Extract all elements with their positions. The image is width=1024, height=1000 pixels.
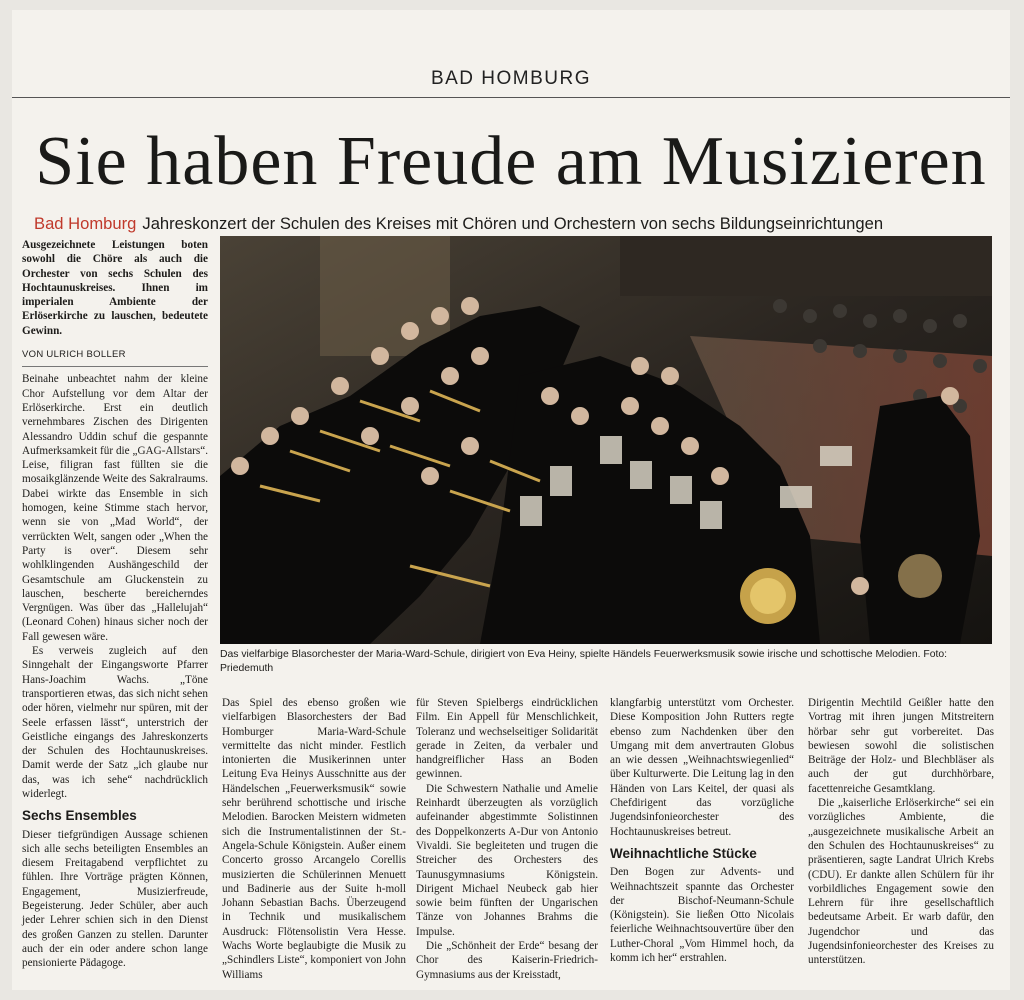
column-5 <box>808 696 994 968</box>
paragraph: klangfarbig unterstützt vom Orchester. Diese Komposition John Rutters regte ebenso zum Nachdenken über den Umgang mit dem anvertrauten Globus an wie dessen „Weihnachtswiegenlied“ über Kulturwerte. Die Leitung lag in den Händen von Lars Keitel, der quasi als Chefdirigent das vorzügliche Jugendsinfonieorchester des Hochtaunuskreises betreut. <box>610 697 794 838</box>
headline: Sie haben Freude am Musizieren <box>35 123 987 200</box>
newspaper-page <box>12 10 1010 990</box>
paragraph: Dirigentin Mechtild Geißler hatte den Vortrag mit ihren jungen Mitstreitern hörbar sehr gut vorbereitet. Das bewiesen sowohl die solistischen Beiträge der Holz- und Blechbläser als auch der gut durchhörbare, facettenreiche Gesamtklang. <box>808 697 994 795</box>
paragraph: Die „Schönheit der Erde“ besang der Chor des Kaiserin-Friedrich-Gymnasiums aus der Kreisstadt, <box>416 940 598 981</box>
paragraph: Den Bogen zur Advents- und Weihnachtszeit spannte das Orchester der Bischof-Neumann-Schule (Königstein). Sie ließen Otto Nicolais feierliche Weihnachtsouvertüre über den Luther-Choral „Vom Himmel hoch, da komm ich her“ erstrahlen. <box>610 866 794 965</box>
dateline-place: Bad Homburg <box>34 214 137 233</box>
column-4 <box>610 696 794 965</box>
section-label: BAD HOMBURG <box>430 68 592 89</box>
subheading: Weihnachtliche Stücke <box>610 845 757 861</box>
subheadline <box>34 214 1009 234</box>
paragraph: Es verweis zugleich auf den Sinngehalt der Eingangsworte Pfarrer Hans-Joachim Wachs. „Töne transportieren etwas, das sich nicht sehen oder hören, vielmehr nur spüren, mit der Seele erfassen lässt“, unterstrich der Geistliche eingangs des Jahreskonzerts der Schulen des Hochtaunuskreises. Damit werde der Satz „ich glaube nur das, was ich sehe“ nachdrücklich widerlegt. <box>22 645 208 800</box>
column-2 <box>222 696 406 982</box>
paragraph: für Steven Spielbergs eindrücklichen Film. Ein Appell für Menschlichkeit, Toleranz und wechselseitiger Solidarität gerade in Zeiten, da verbaler und handgreiflicher Hass an Boden gewinnen. <box>416 697 598 781</box>
byline: VON ULRICH BOLLER <box>22 348 208 367</box>
orchestra-image <box>220 236 992 644</box>
section-rule <box>12 97 1010 98</box>
paragraph: Dieser tiefgründigen Aussage schienen sich alle sechs beteiligten Ensembles an diesem Freitagabend verpflichtet zu fühlen. Ihre Vorträge prägten Können, Engagement, Musizierfreude, Begeisterung. Jeder Schüler, aber auch jeder Lehrer schien sich in den Dienst des großen Ganzen zu stellen. Darunter auch der ein oder andere schon lange pensionierte Pädagoge. <box>22 828 208 970</box>
teaser: Ausgezeichnete Leistungen boten sowohl die Chöre als auch die Orchester von sechs Schulen des Hochtaunuskreises. Ihnen im imperialen Ambiente der Erlöserkirche zu lauschen, bedeutete Gewinn. <box>22 239 208 337</box>
photo-caption: Das vielfarbige Blasorchester der Maria-Ward-Schule, dirigiert von Eva Heiny, spielte Händels Feuerwerksmusik sowie irische und schottische Melodien. Foto: Priedemuth <box>220 649 948 674</box>
column-3 <box>416 696 598 982</box>
paragraph: Beinahe unbeachtet nahm der kleine Chor Aufstellung vor dem Altar der Erlöserkirche. Erst ein deutlich vernehmbares Zischen des Dirigenten Alessandro Uddin schuf die gespannte Aufmerksamkeit für die „GAG-Allstars“. Leise, filigran fast füllten sie die mosaikglänzende Weite des Sakralraums. Dabei wirkte das Ensemble in sich homogen, keine Stimme stach hervor, wenn sie von „Mad World“, der verrückten Welt, sangen oder „When the Party is over“. Diesem sehr wohlklingenden Aushängeschild der Gesamtschule am Gluckenstein zu lauschen, bescherte bereicherndes Vergnügen. Was über das „Hallelujah“ (Leonard Cohen) hinaus sicher noch der Fall gewesen wäre. <box>22 373 208 643</box>
paragraph: Die „kaiserliche Erlöserkirche“ sei ein vorzügliches Ambiente, die „ausgezeichnete musikalische Arbeit an den Schulen des Hochtaunuskreises“ zu präsentieren, sagte Landrat Ulrich Krebs (CDU). Er dankte allen Schülern für ihr vorbildliches Engagement sowie den Lehrern für ihre gesellschaftlich bedeutsame Arbeit. Er warb dafür, den Jugendchor und das Jugendsinfonieorchester des Kreises zu unterstützen. <box>808 797 994 967</box>
paragraph: Die Schwestern Nathalie und Amelie Reinhardt überzeugten als vorzüglich aufeinander abgestimmte Solistinnen des Doppelkonzerts A-Dur von Antonio Vivaldi. Sie begleiteten und trugen die Streicher des Orchesters des Taunusgymnasiums Königstein. Dirigent Michael Neubeck gab hier sowie beim fünften der Ungarischen Tänze von Johannes Brahms die Impulse. <box>416 782 598 938</box>
paragraph: Das Spiel des ebenso großen wie vielfarbigen Blasorchesters der Bad Homburger Maria-Ward-Schule vermittelte das nicht minder. Festlich intonierten die Musikerinnen unter Leitung Eva Heinys Ausschnitte aus der Händelschen „Feuerwerksmusik“ sowie sehr berührend schottische und irische Melodien. Barocken Meistern widmeten sich die Instrumentalistinnen der St.-Angela-Schule Königstein. Außer einem Concerto grosso Arcangelo Corellis musizierten die Schülerinnen Menuett und Badinerie aus der Suite h-moll Johann Sebastian Bachs. Überzeugend in Technik und musikalischem Ausdruck: Flötensolistin Vera Hesse. Wachs Worte beglaubigte die Musik zu „Schindlers Liste“, komponiert von John Williams <box>222 697 406 981</box>
subheadline-text: Jahreskonzert der Schulen des Kreises mit Chören und Orchestern von sechs Bildungseinrichtungen <box>142 214 884 233</box>
column-1 <box>22 238 208 971</box>
subheading: Sechs Ensembles <box>22 808 137 824</box>
concert-photo <box>220 236 992 644</box>
